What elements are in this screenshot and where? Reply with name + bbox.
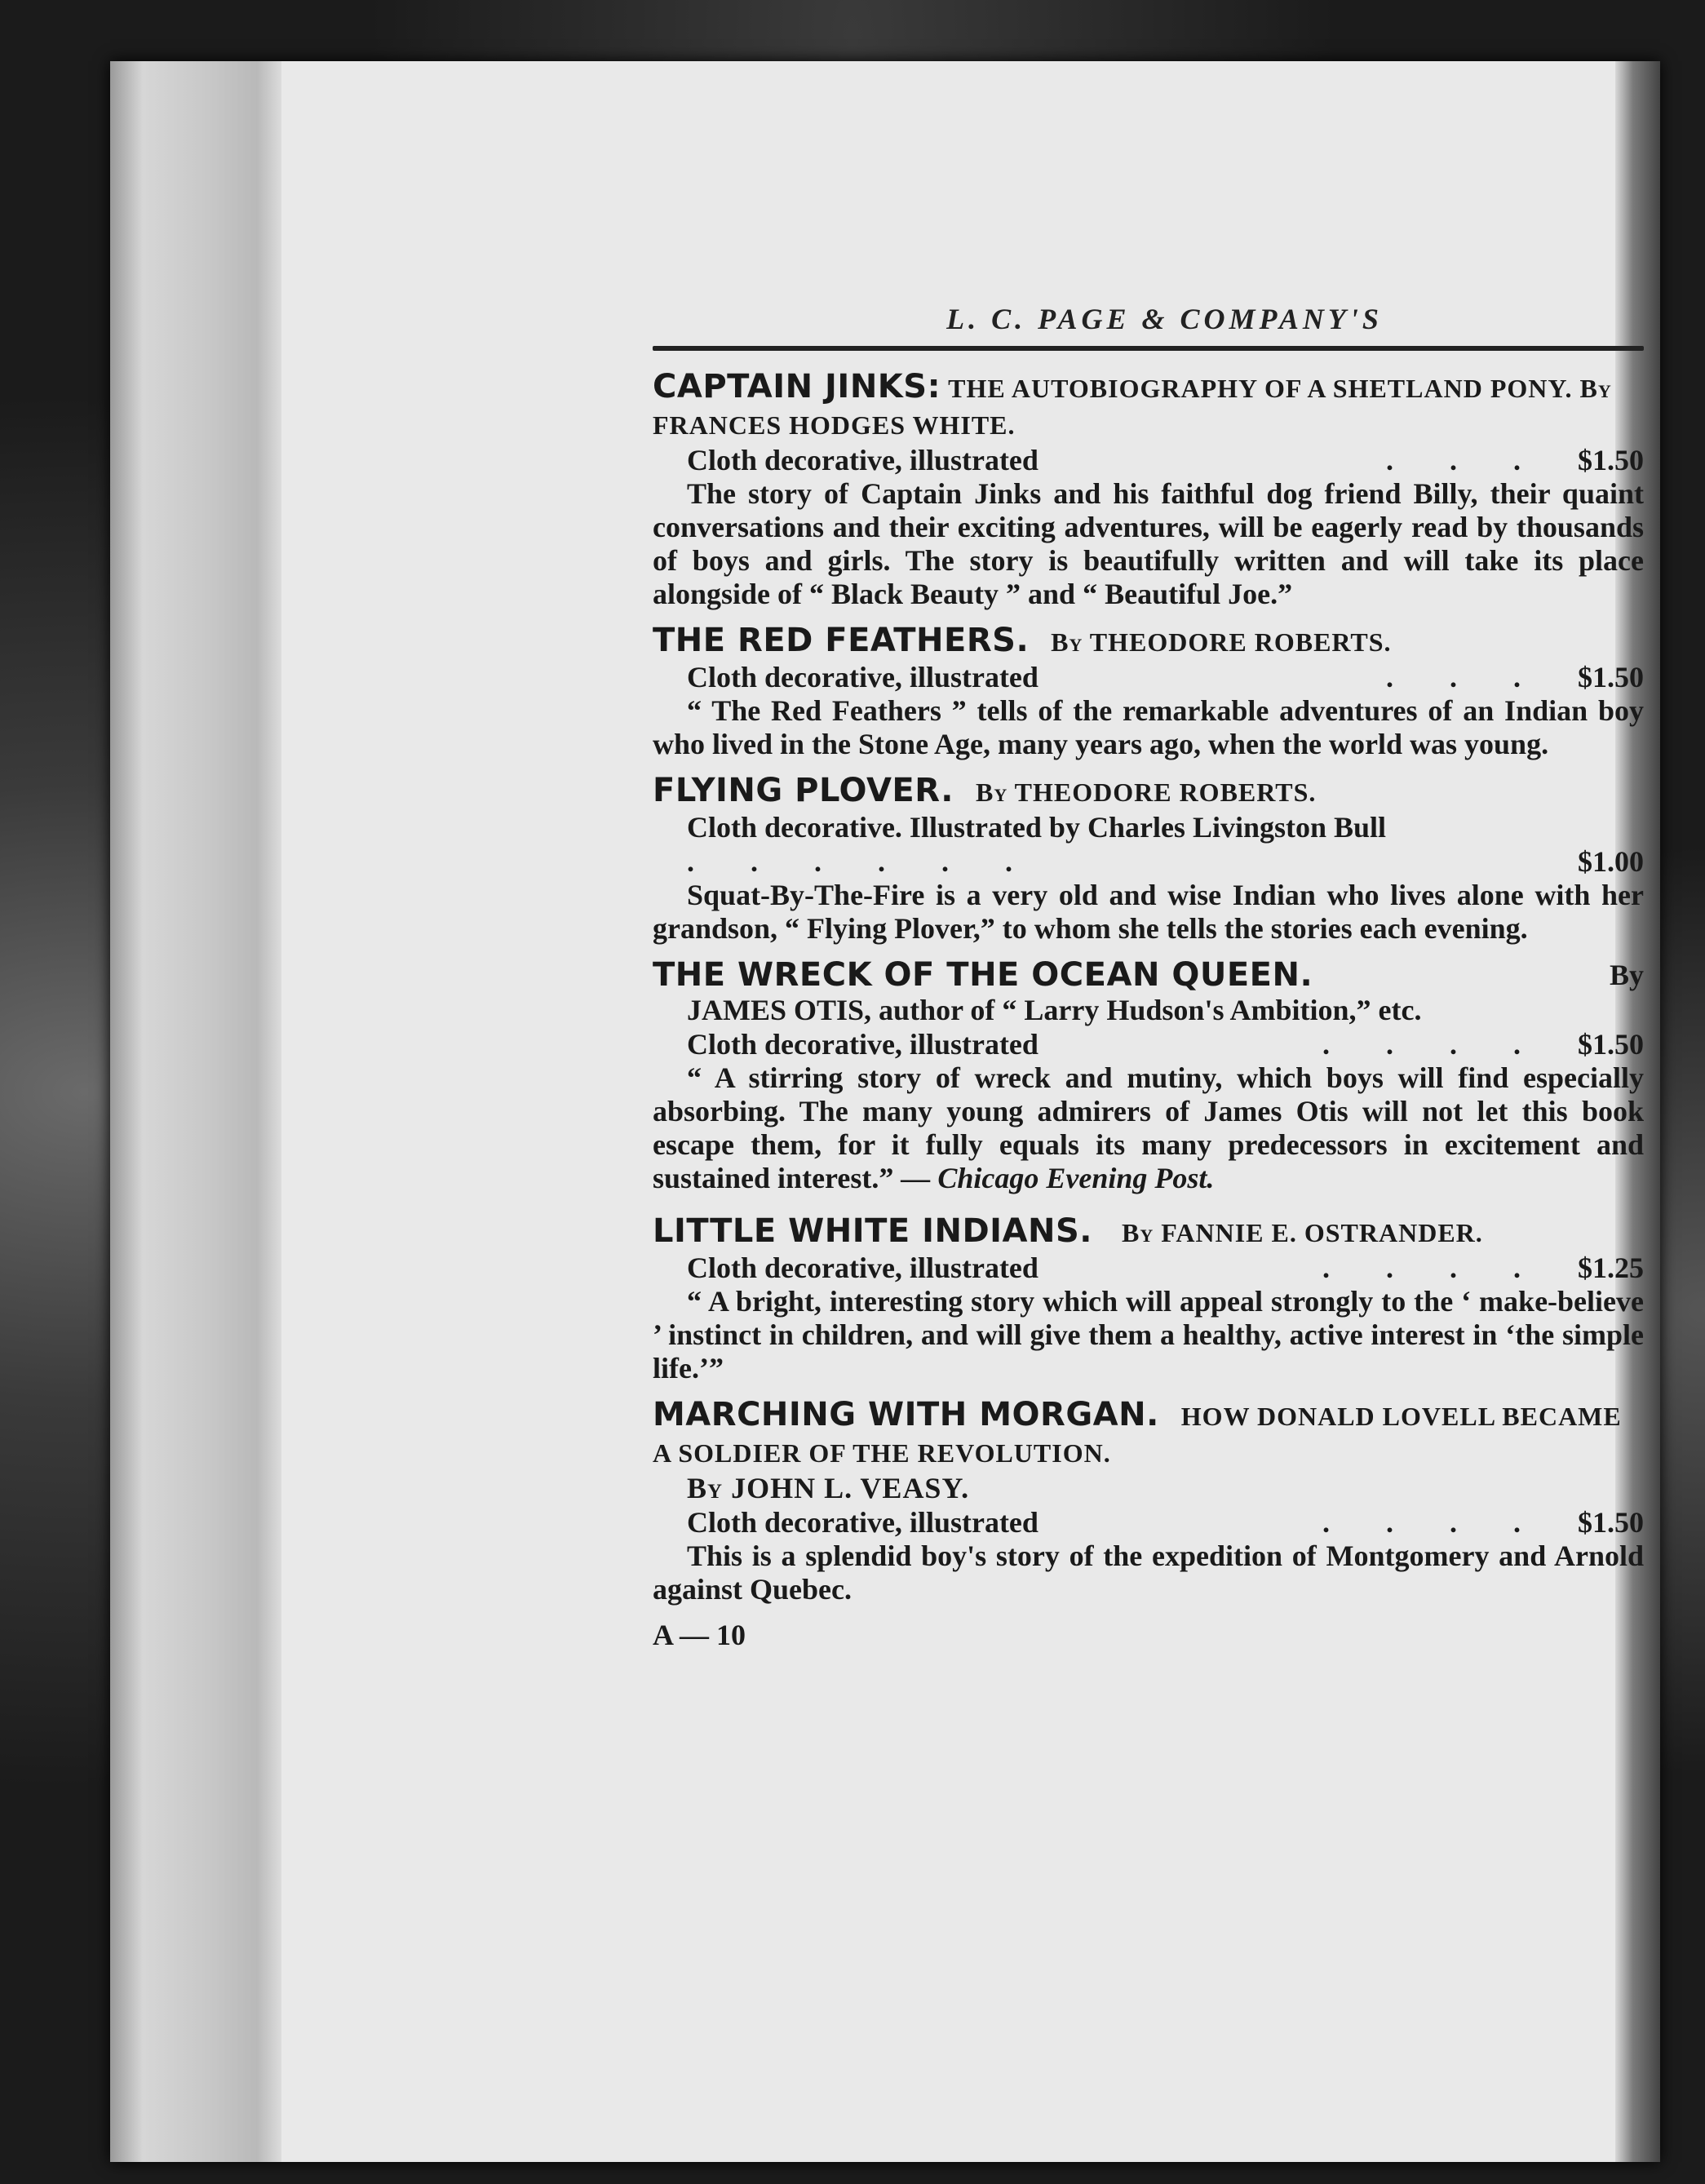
catalog-entry-captain-jinks: [653, 369, 1644, 611]
entry-title: FLYING PLOVER.: [653, 772, 954, 809]
leader-dots: . . .: [1386, 444, 1545, 476]
entry-description: Squat-By-The-Fire is a very old and wise Indian who lives alone with her grandson, “ Flying Plover,” to whom she tells the stories each evening.: [653, 879, 1644, 945]
entry-byline: By FANNIE E. OSTRANDER.: [1122, 1218, 1483, 1247]
entry-title: THE WRECK OF THE OCEAN QUEEN.: [653, 956, 1313, 994]
page-content: [653, 237, 1644, 1652]
entry-title: CAPTAIN JINKS:: [653, 368, 941, 405]
book-page: [110, 61, 1660, 2162]
entry-price-line: [653, 844, 1644, 879]
entry-heading: [653, 369, 1644, 443]
entry-binding: Cloth decorative, illustrated: [687, 1506, 1038, 1539]
entry-title: MARCHING WITH MORGAN.: [653, 1396, 1159, 1433]
signature-mark: A — 10: [653, 1619, 746, 1651]
leader-dots: . . . .: [1322, 1506, 1545, 1539]
entry-price-line: [653, 1505, 1644, 1539]
entry-heading: [653, 1213, 1644, 1251]
catalog-entry-wreck-ocean-queen: [653, 957, 1644, 1195]
running-head: L. C. PAGE & COMPANY'S: [946, 303, 1383, 335]
entry-source: — Chicago Evening Post.: [901, 1162, 1215, 1194]
entry-heading: [653, 773, 1644, 810]
catalog-entry-marching-with-morgan: [653, 1397, 1644, 1606]
entry-byline: By JOHN L. VEASY.: [687, 1472, 970, 1504]
entry-byline: By FRANCES HODGES WHITE.: [653, 374, 1612, 440]
leader-dots: . . . .: [1322, 1028, 1545, 1061]
catalog-entry-little-white-indians: [653, 1213, 1644, 1385]
entry-price: $1.00: [1578, 845, 1644, 878]
entry-price-line: [653, 443, 1644, 477]
entry-price: $1.50: [1578, 444, 1644, 476]
entry-subtitle: THE AUTOBIOGRAPHY OF A SHETLAND PONY.: [948, 374, 1573, 403]
entry-binding: Cloth decorative, illustrated: [687, 1028, 1038, 1061]
entry-byline: By THEODORE ROBERTS.: [1051, 627, 1392, 657]
entry-byline: JAMES OTIS, author of “ Larry Hudson's Ambition,” etc.: [687, 994, 1422, 1026]
entry-price-line: [653, 1251, 1644, 1285]
leader-dots: . . . . . .: [687, 845, 1037, 878]
entry-quote: “ A stirring story of wreck and mutiny, which boys will find especially absorbing. The many young admirers of James Otis will not let this book escape them, for it fully equals its many predecessors in excitement and sustained interest.”: [653, 1061, 1644, 1194]
entry-description: “ A bright, interesting story which will appeal strongly to the ‘ make-believe ’ instinct in children, and will give them a healthy, active interest in ‘the simple life.’”: [653, 1285, 1644, 1384]
entry-heading: [653, 622, 1644, 660]
entry-heading: [653, 1397, 1644, 1471]
entry-price-line: [653, 660, 1644, 694]
entry-price: $1.50: [1578, 1506, 1644, 1539]
entry-description: “ The Red Feathers ” tells of the remarkable adventures of an Indian boy who lived in the Stone Age, many years ago, when the world was young.: [653, 694, 1644, 760]
entry-title: THE RED FEATHERS.: [653, 622, 1030, 659]
leader-dots: . . . .: [1322, 1251, 1545, 1284]
entry-subtitle: HOW DONALD LOVELL BECAME A SOLDIER OF THE REVOLUTION.: [653, 1402, 1622, 1468]
entry-byline: By THEODORE ROBERTS.: [976, 777, 1317, 807]
entry-price: $1.50: [1578, 1028, 1644, 1061]
entry-price: $1.50: [1578, 661, 1644, 693]
entry-description: [653, 1061, 1644, 1195]
entry-description: The story of Captain Jinks and his faithful dog friend Billy, their quaint conversations and their exciting adventures, will be eagerly read by thousands of boys and girls. The story is beautifully written and will take its place alongside of “ Black Beauty ” and “ Beautiful Joe.”: [653, 477, 1644, 610]
entry-price-line: [653, 1027, 1644, 1061]
entry-binding: Cloth decorative, illustrated: [687, 1251, 1038, 1284]
head-rule: [653, 346, 1644, 351]
entry-binding: Cloth decorative, illustrated: [687, 661, 1038, 693]
entry-description: This is a splendid boy's story of the expedition of Montgomery and Arnold against Quebec.: [653, 1539, 1644, 1606]
catalog-entry-flying-plover: [653, 773, 1644, 946]
entry-binding: Cloth decorative, illustrated: [687, 444, 1038, 476]
entry-heading: [653, 957, 1644, 993]
catalog-entry-red-feathers: [653, 622, 1644, 761]
entry-byline-lead: By: [1609, 959, 1644, 991]
page-gutter-shadow: [110, 61, 281, 2162]
entry-binding: Cloth decorative. Illustrated by Charles Livingston Bull: [687, 811, 1387, 844]
entry-title: LITTLE WHITE INDIANS.: [653, 1212, 1092, 1250]
entry-price: $1.25: [1578, 1251, 1644, 1284]
leader-dots: . . .: [1386, 661, 1545, 693]
